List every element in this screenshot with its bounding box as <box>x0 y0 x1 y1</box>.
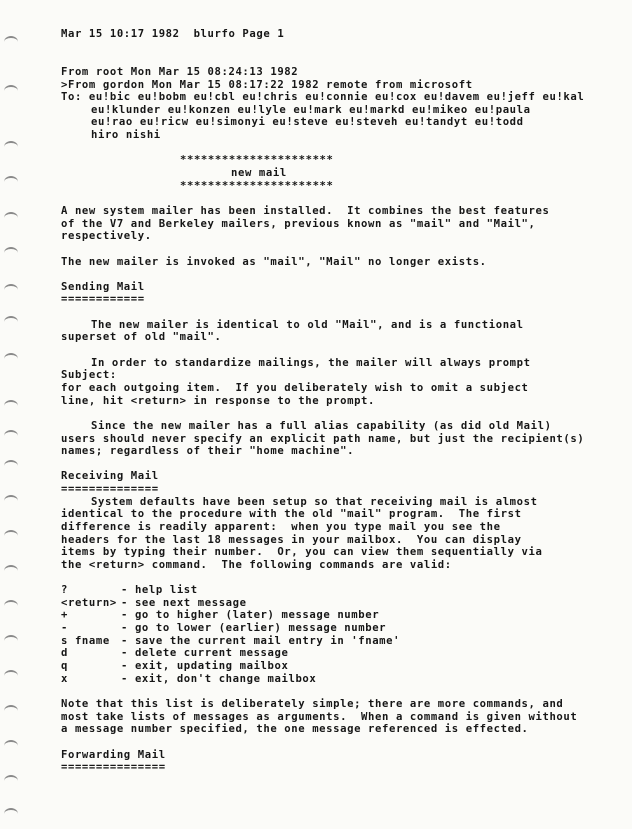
punch-hole-mark <box>4 635 18 647</box>
paragraph-line: line, hit <return> in response to the prompt. <box>61 394 376 407</box>
command-key: - <box>61 622 68 635</box>
from-line: From root Mon Mar 15 08:24:13 1982 <box>61 65 299 78</box>
command-desc: - go to higher (later) message number <box>121 609 380 622</box>
paragraph-line: the <return> command. The following commands are valid: <box>61 558 452 571</box>
punch-hole-mark <box>4 400 18 412</box>
recipient-list: eu!rao eu!ricw eu!simonyi eu!steve eu!steveh eu!tandyt eu!todd <box>91 116 524 129</box>
paragraph-line: for each outgoing item. If you deliberately wish to omit a subject <box>61 381 529 394</box>
punch-hole-mark <box>4 212 18 224</box>
intro-line: respectively. <box>61 230 152 243</box>
command-desc: - save the current mail entry in 'fname' <box>121 634 401 647</box>
command-row <box>61 660 631 673</box>
binder-margin <box>0 0 24 829</box>
command-key: <return> <box>61 596 117 609</box>
paragraph-line: names; regardless of their "home machine". <box>61 445 355 458</box>
command-key: d <box>61 647 68 660</box>
command-key: q <box>61 660 68 673</box>
command-row <box>61 635 631 648</box>
recipient-list: hiro nishi <box>91 129 161 142</box>
paragraph-line: users should never specify an explicit path name, but just the recipient(s) <box>61 432 585 445</box>
command-desc: - delete current message <box>121 647 289 660</box>
note-line: Note that this list is deliberately simple; there are more commands, and <box>61 697 564 710</box>
punch-hole-mark <box>4 740 18 752</box>
punch-hole-mark <box>4 565 18 577</box>
punch-hole-mark <box>4 247 18 259</box>
to-label: To: <box>61 91 82 104</box>
command-row <box>61 609 631 622</box>
section-heading-sending: Sending Mail <box>61 280 145 293</box>
punch-hole-mark <box>4 705 18 717</box>
command-row <box>61 584 631 597</box>
page-header: Mar 15 10:17 1982 blurfo Page 1 <box>61 28 285 40</box>
banner-stars: ********************** <box>180 179 334 192</box>
punch-hole-mark <box>4 176 18 188</box>
paragraph-line: In order to standardize mailings, the mailer will always prompt <box>91 356 531 369</box>
punch-hole-mark <box>4 141 18 153</box>
punch-hole-mark <box>4 36 18 48</box>
intro-line: of the V7 and Berkeley mailers, previous known as "mail" and "Mail", <box>61 217 536 230</box>
banner-title: new mail <box>231 167 287 180</box>
command-row <box>61 622 631 635</box>
paragraph-line: identical to the procedure with the old "mail" program. The first <box>61 508 522 521</box>
punch-hole-mark <box>4 353 18 365</box>
invocation-line: The new mailer is invoked as "mail", "Mail" no longer exists. <box>61 255 487 268</box>
section-heading-forwarding: Forwarding Mail <box>61 748 166 761</box>
subject-prompt: Subject: <box>61 369 117 382</box>
punch-hole-mark <box>4 530 18 542</box>
command-row <box>61 673 631 686</box>
command-desc: - exit, don't change mailbox <box>121 672 317 685</box>
punch-hole-mark <box>4 284 18 296</box>
punch-hole-mark <box>4 670 18 682</box>
banner-stars: ********************** <box>180 154 334 167</box>
printout-page <box>61 28 631 774</box>
command-key: s fname <box>61 634 110 647</box>
heading-underline: ============ <box>61 293 145 306</box>
punch-hole-mark <box>4 495 18 507</box>
to-line <box>61 91 631 104</box>
paragraph-line: superset of old "mail". <box>61 331 222 344</box>
punch-hole-mark <box>4 808 18 820</box>
forward-line: >From gordon Mon Mar 15 08:17:22 1982 remote from microsoft <box>61 78 473 91</box>
note-line: most take lists of messages as arguments. When a command is given without <box>61 710 578 723</box>
command-row <box>61 647 631 660</box>
paragraph-line: difference is readily apparent: when you type mail you see the <box>61 520 501 533</box>
command-desc: - exit, updating mailbox <box>121 660 289 673</box>
paragraph-line: The new mailer is identical to old "Mail", and is a functional <box>91 318 524 331</box>
command-key: ? <box>61 584 68 597</box>
paragraph-line: headers for the last 18 messages in your mailbox. You can display <box>61 533 522 546</box>
command-key: x <box>61 672 68 685</box>
heading-underline: ============== <box>61 483 159 496</box>
paragraph-line: System defaults have been setup so that receiving mail is almost <box>91 495 538 508</box>
recipient-list: eu!klunder eu!konzen eu!lyle eu!mark eu!markd eu!mikeo eu!paula <box>91 103 531 116</box>
punch-hole-mark <box>4 430 18 442</box>
command-desc: - help list <box>121 584 198 597</box>
punch-hole-mark <box>4 85 18 97</box>
punch-hole-mark <box>4 600 18 612</box>
punch-hole-mark <box>4 460 18 472</box>
recipient-list: eu!bic eu!bobm eu!cbl eu!chris eu!connie eu!cox eu!davem eu!jeff eu!kal <box>88 91 585 104</box>
punch-hole-mark <box>4 775 18 787</box>
command-row <box>61 597 631 610</box>
section-heading-receiving: Receiving Mail <box>61 470 159 483</box>
command-desc: - see next message <box>121 596 247 609</box>
paragraph-line: items by typing their number. Or, you can view them sequentially via <box>61 546 543 559</box>
paragraph-line: Since the new mailer has a full alias capability (as did old Mail) <box>91 419 552 432</box>
command-key: + <box>61 609 68 622</box>
command-desc: - go to lower (earlier) message number <box>121 622 387 635</box>
punch-hole-mark <box>4 316 18 328</box>
heading-underline: =============== <box>61 761 166 774</box>
note-line: a message number specified, the one message referenced is effected. <box>61 723 529 736</box>
intro-line: A new system mailer has been installed. It combines the best features <box>61 204 550 217</box>
